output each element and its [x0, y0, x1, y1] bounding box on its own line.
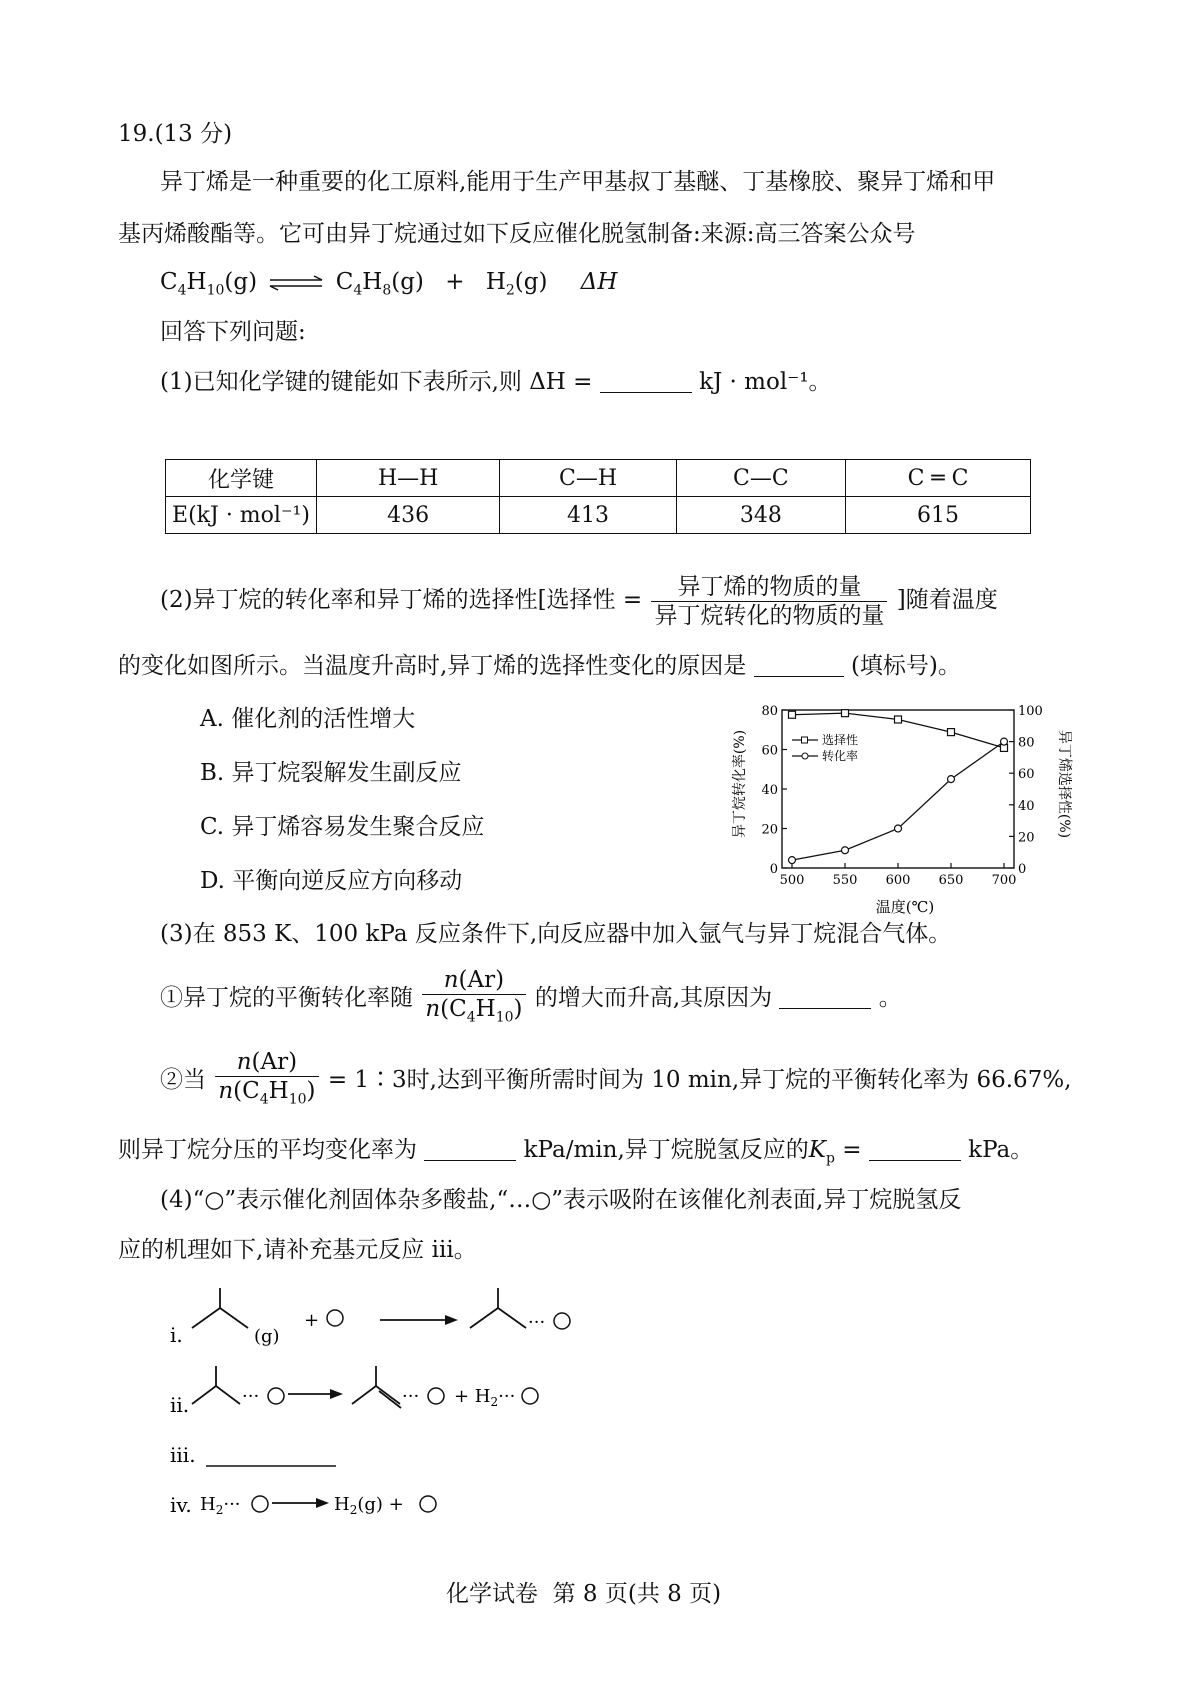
answer-prompt: 回答下列问题: — [160, 319, 306, 345]
part1-text: (1)已知化学键的键能如下表所示,则 ΔH = kJ · mol⁻¹。 — [160, 369, 832, 395]
selectivity-fraction: $\frac{\text{异丁烯的物质的量}}{\text{异丁烷转化的物质的量}}$ — [651, 573, 887, 630]
svg-text:···: ··· — [528, 1312, 546, 1333]
catalyst-icon — [522, 1388, 538, 1404]
option-d: D. 平衡向逆反应方向移动 — [200, 868, 463, 894]
part3-line-3: 则异丁烷分压的平均变化率为 kPa/min,异丁烷脱氢反应的$K_p$ = kPa。 — [118, 1137, 1034, 1167]
svg-text:(g): (g) — [254, 1326, 280, 1347]
question-header: 19.(13 分) — [118, 121, 233, 147]
mechanism-scheme — [170, 1290, 870, 1530]
table-cell: 348 — [676, 497, 845, 534]
equilibrium-arrow-icon — [268, 275, 324, 291]
answer-blank-1[interactable] — [600, 368, 692, 393]
table-cell: 615 — [846, 497, 1031, 534]
table-header: C—C — [676, 460, 845, 497]
part3-line-1: ①异丁烷的平衡转化率随 $\frac{n(Ar)}{n(C_4H_{10})}$ 的增大而升高,其原因为 。 — [160, 966, 902, 1032]
row-label: E(kJ · mol⁻¹) — [166, 497, 317, 534]
option-a: A. 催化剂的活性增大 — [200, 706, 416, 732]
y-left-tick-label: 20 — [761, 822, 778, 838]
svg-text:+ H2···: + $H_2\cdot\cdot\cdot$ — [454, 1386, 516, 1409]
data-point-circle — [948, 776, 955, 783]
y-right-label: 异丁烯选择性(%) — [1056, 729, 1072, 839]
legend-square-icon — [802, 737, 808, 743]
svg-text:H2···: $H_2\cdot\cdot\cdot$ — [200, 1494, 241, 1517]
y-right-tick-label: 60 — [1018, 767, 1035, 783]
y-left-tick-label: 40 — [761, 783, 778, 798]
data-point-circle — [1001, 738, 1008, 745]
y-left-label: 异丁烷转化率(%) — [732, 729, 748, 839]
catalyst-icon — [252, 1496, 268, 1512]
y-right-tick-label: 20 — [1018, 830, 1035, 846]
product-2: $H_2(g)$ — [485, 269, 548, 299]
answer-blank-3[interactable] — [779, 984, 871, 1009]
legend-label: 转化率 — [822, 749, 859, 763]
temperature-chart — [730, 696, 1070, 916]
y-left-tick-label: 80 — [761, 704, 778, 719]
arrow-icon — [330, 1389, 343, 1399]
x-axis-label: 温度(℃) — [875, 898, 935, 916]
catalyst-icon — [554, 1313, 570, 1329]
part3-line-2: ②当 $\frac{n(Ar)}{n(C_4H_{10})}$ = 1∶3时,达到平衡所需时间为 10 min,异丁烷的平衡转化率为 66.67%, — [160, 1048, 1072, 1114]
y-right-tick-label: 100 — [1018, 704, 1043, 719]
catalyst-icon — [268, 1388, 284, 1404]
data-point-circle — [895, 825, 902, 832]
catalyst-icon — [428, 1388, 444, 1404]
intro-line-1: 异丁烯是一种重要的化工原料,能用于生产甲基叔丁基醚、丁基橡胶、聚异丁烯和甲 — [160, 169, 996, 195]
plot-frame — [782, 710, 1014, 868]
answer-blank-4[interactable] — [424, 1136, 516, 1161]
part2-line-1: (2)异丁烷的转化率和异丁烯的选择性[选择性 = $\frac{\text{异丁烯的物质的量}}{\text{异丁烷转化的物质的量}}$ ]随着温度 — [160, 573, 998, 629]
page-footer: 化学试卷 第 8 页(共 8 页) — [446, 1581, 722, 1607]
data-point-circle — [842, 847, 849, 854]
svg-text:+: + — [304, 1310, 320, 1331]
isobutane-icon — [192, 1308, 248, 1328]
table-header: C—H — [500, 460, 676, 497]
legend-circle-icon — [802, 753, 808, 759]
delta-h: ΔH — [580, 269, 618, 295]
catalyst-icon — [327, 1310, 343, 1326]
y-right-tick-label: 80 — [1018, 735, 1035, 751]
data-point-circle — [789, 857, 796, 864]
data-point-square — [789, 711, 796, 718]
product-1: $C_4H_8(g)$ — [335, 269, 424, 299]
intro-line-2: 基丙烯酸酯等。它可由异丁烷通过如下反应催化脱氢制备:来源:高三答案公众号 — [118, 221, 916, 247]
y-left-tick-label: 60 — [761, 743, 778, 759]
isobutane-icon — [192, 1386, 240, 1404]
bond-energy-table — [165, 459, 1031, 534]
isobutane-icon — [470, 1308, 526, 1328]
data-point-square — [895, 716, 902, 723]
svg-text:H2(g) +: $H_2(g)$ + — [334, 1494, 404, 1517]
table-cell: 436 — [317, 497, 500, 534]
table-header: 化学键 — [166, 460, 317, 497]
ratio-fraction-1: $\frac{n(Ar)}{n(C_4H_{10})}$ — [422, 966, 525, 1032]
data-point-square — [948, 729, 955, 736]
table-cell: 413 — [500, 497, 676, 534]
y-left-tick-label: 0 — [769, 862, 778, 877]
ratio-fraction-2: $\frac{n(Ar)}{n(C_4H_{10})}$ — [215, 1048, 318, 1114]
arrow-icon — [316, 1498, 329, 1508]
catalyst-icon — [420, 1496, 436, 1512]
step-ii-label: ii. — [170, 1393, 190, 1417]
part4-line-1: (4)“○”表示催化剂固体杂多酸盐,“…○”表示吸附在该催化剂表面,异丁烷脱氢反 — [160, 1187, 962, 1213]
table-row — [166, 497, 1031, 534]
legend-label: 选择性 — [822, 733, 859, 747]
step-iv-label: iv. — [170, 1493, 192, 1517]
part2-line-2: 的变化如图所示。当温度升高时,异丁烯的选择性变化的原因是 (填标号)。 — [118, 653, 961, 679]
x-tick-label: 650 — [938, 873, 964, 888]
step-iii-label: iii. — [170, 1443, 196, 1467]
table-header-row — [166, 460, 1031, 497]
x-tick-label: 550 — [832, 873, 858, 888]
table-header: H—H — [317, 460, 500, 497]
svg-text:···: ··· — [402, 1386, 420, 1407]
table-header: C ═ C — [846, 460, 1031, 497]
y-right-tick-label: 0 — [1018, 862, 1027, 877]
option-b: B. 异丁烷裂解发生副反应 — [200, 760, 462, 786]
data-point-square — [842, 710, 849, 717]
svg-text:···: ··· — [242, 1386, 260, 1407]
x-tick-label: 500 — [779, 873, 805, 888]
option-c: C. 异丁烯容易发生聚合反应 — [200, 814, 485, 840]
x-tick-label: 700 — [991, 873, 1017, 888]
answer-blank-5[interactable] — [869, 1136, 961, 1161]
arrow-icon — [445, 1315, 458, 1325]
reactant: $C_4H_{10}(g)$ — [160, 269, 258, 299]
reaction-equation: $C_4H_{10}(g) C_4H_8(g) + H_2(g)$ ΔH — [160, 269, 618, 299]
y-right-tick-label: 40 — [1018, 798, 1035, 814]
part3-intro: (3)在 853 K、100 kPa 反应条件下,向反应器中加入氩气与异丁烷混合气体。 — [160, 921, 952, 947]
part4-line-2: 应的机理如下,请补充基元反应 iii。 — [118, 1237, 477, 1263]
step-i-label: i. — [170, 1323, 183, 1347]
x-tick-label: 600 — [885, 873, 911, 888]
answer-blank-2[interactable] — [754, 652, 844, 677]
